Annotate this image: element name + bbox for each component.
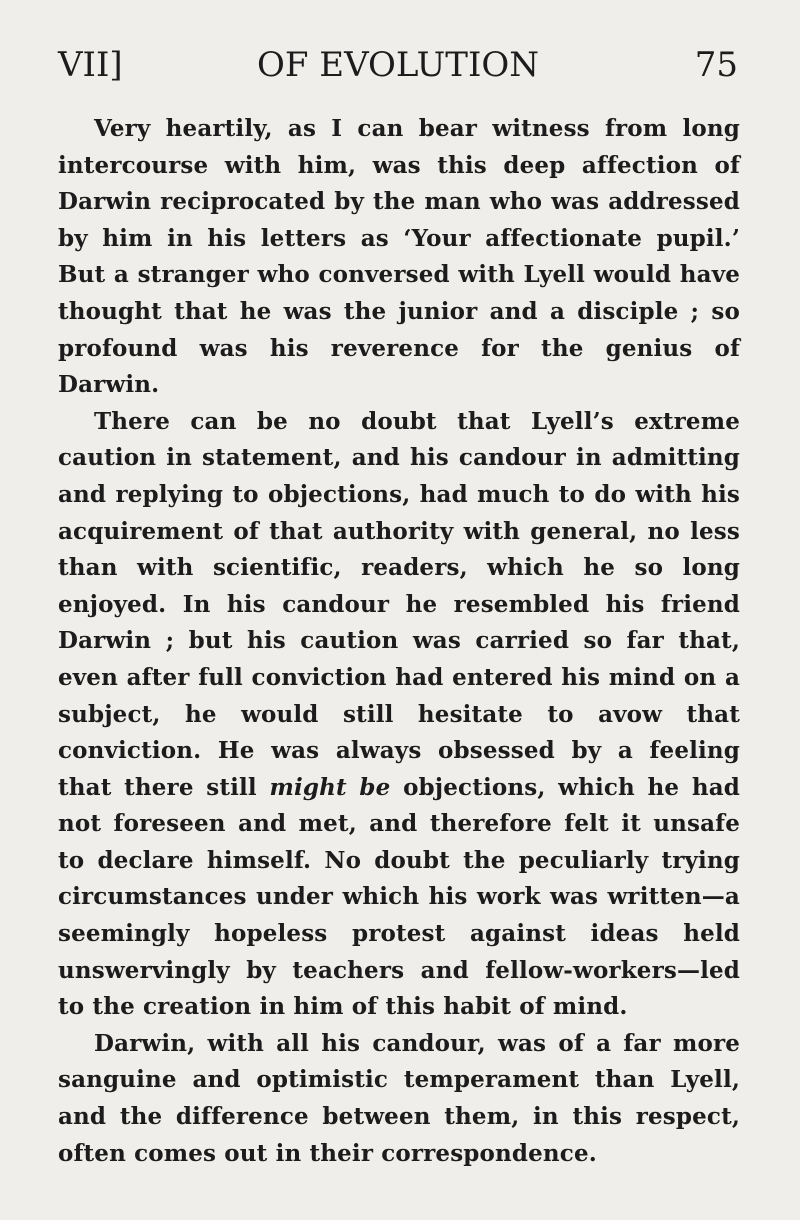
paragraph-1 xyxy=(58,111,740,404)
paragraph-2-text-a: There can be no doubt that Lyell’s extreme caution in statement, and his candour in admitting and replying to objections, had much to do with his acquirement of that authority with general, no less than with scientific, readers, which he so long enjoyed. In his candour he resembled his friend Darwin ; but his caution was carried so far that, even after full conviction had entered his mind on a subject, he would still hesitate to avow that conviction. He was always obsessed by a feeling that there still xyxy=(58,407,740,801)
running-title: OF EVOLUTION xyxy=(256,45,540,85)
paragraph-3 xyxy=(58,1026,740,1172)
paragraph-2-text-b: objections, which he had not foreseen and met, and therefore felt it unsafe to declare himself. No doubt the peculiarly trying circumstances under which his work was written—a seemingly hopeless protest against ideas held unswervingly by teachers and fellow-workers—led to the creation in him of this habit of mind. xyxy=(58,773,740,1021)
body-text xyxy=(58,111,740,1172)
page-number: 75 xyxy=(694,45,738,85)
paragraph-1-text: Very heartily, as I can bear witness from long intercourse with him, was this deep affection of Darwin reciprocated by the man who was addressed by him in his letters as ‘Your affectionate pupil.’ But a stranger who conversed with Lyell would have thought that he was the junior and a disciple ; so profound was his reverence for the genius of Darwin. xyxy=(58,115,740,399)
paragraph-3-text: Darwin, with all his candour, was of a far more sanguine and optimistic temperament than Lyell, and the difference between them, in this respect, often comes out in their correspondence. xyxy=(58,1029,740,1167)
chapter-number: VII] xyxy=(58,45,123,85)
running-head xyxy=(58,40,738,90)
paragraph-2-emphasis: might be xyxy=(269,773,391,801)
paragraph-2 xyxy=(58,404,740,1026)
